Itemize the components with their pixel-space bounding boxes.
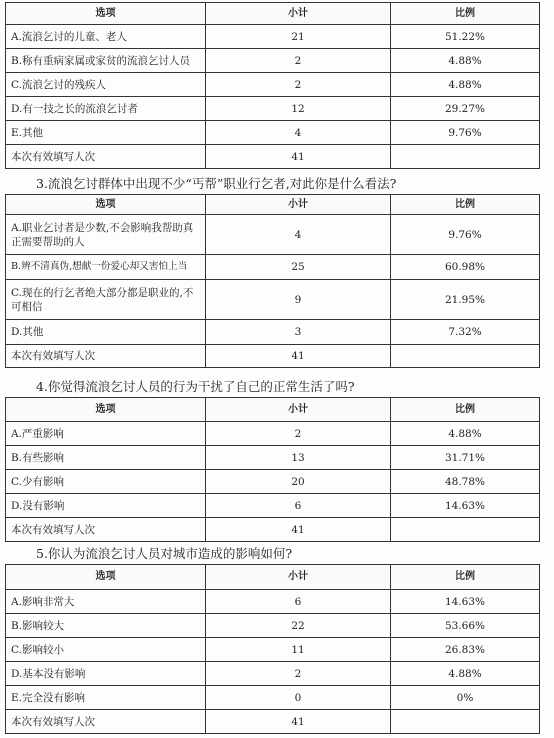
header-ratio: 比例: [391, 565, 540, 590]
header-ratio: 比例: [391, 195, 540, 215]
count-cell: 2: [206, 73, 391, 97]
table-row: [6, 73, 540, 97]
count-cell: 21: [206, 25, 391, 49]
ratio-cell: 7.32%: [391, 320, 540, 345]
table-row: [6, 494, 540, 518]
header-option: 选项: [6, 398, 206, 422]
table-total-row: [6, 345, 540, 368]
option-cell: A.严重影响: [6, 422, 206, 446]
option-cell: B.有些影响: [6, 446, 206, 470]
count-cell: 4: [206, 215, 391, 255]
table-row: [6, 422, 540, 446]
table-row: [6, 215, 540, 255]
q2-results-table: [5, 2, 540, 169]
q5-results-table: [5, 564, 540, 734]
ratio-cell: 4.88%: [391, 422, 540, 446]
table-total-row: [6, 145, 540, 169]
count-cell: 4: [206, 121, 391, 145]
option-cell: A.流浪乞讨的儿童、老人: [6, 25, 206, 49]
table-total-row: [6, 518, 540, 542]
header-count: 小计: [206, 398, 391, 422]
ratio-cell: 9.76%: [391, 215, 540, 255]
option-cell: E.完全没有影响: [6, 686, 206, 710]
option-cell: A.职业乞讨者是少数,不会影响我帮助真正需要帮助的人: [6, 215, 206, 255]
table-header-row: [6, 195, 540, 215]
count-cell: 11: [206, 638, 391, 662]
table-row: [6, 470, 540, 494]
table-row: [6, 121, 540, 145]
header-option: 选项: [6, 195, 206, 215]
option-cell: D.基本没有影响: [6, 662, 206, 686]
option-cell: B.称有重病家属或家贫的流浪乞讨人员: [6, 49, 206, 73]
option-cell: B.辨不清真伪,想献一份爱心却又害怕上当: [6, 255, 206, 280]
count-cell: 2: [206, 49, 391, 73]
table-row: [6, 320, 540, 345]
count-cell: 2: [206, 662, 391, 686]
total-label-cell: 本次有效填写人次: [6, 145, 206, 169]
header-option: 选项: [6, 565, 206, 590]
total-count-cell: 41: [206, 518, 391, 542]
table-row: [6, 25, 540, 49]
table-total-row: [6, 710, 540, 734]
count-cell: 12: [206, 97, 391, 121]
total-label-cell: 本次有效填写人次: [6, 345, 206, 368]
count-cell: 9: [206, 280, 391, 320]
table-row: [6, 638, 540, 662]
option-cell: D.有一技之长的流浪乞讨者: [6, 97, 206, 121]
option-cell: D.没有影响: [6, 494, 206, 518]
ratio-cell: 29.27%: [391, 97, 540, 121]
ratio-cell: 4.88%: [391, 49, 540, 73]
header-ratio: 比例: [391, 398, 540, 422]
ratio-cell: 21.95%: [391, 280, 540, 320]
total-label-cell: 本次有效填写人次: [6, 710, 206, 734]
count-cell: 3: [206, 320, 391, 345]
ratio-cell: 48.78%: [391, 470, 540, 494]
table-row: [6, 590, 540, 614]
q4-results-table: [5, 397, 540, 542]
count-cell: 0: [206, 686, 391, 710]
question-3-title: 3.流浪乞讨群体中出现不少“丐帮”职业行乞者,对此你是什么看法?: [36, 176, 397, 191]
question-4-title: 4.你觉得流浪乞讨人员的行为干扰了自己的正常生活了吗?: [36, 379, 355, 394]
total-label-cell: 本次有效填写人次: [6, 518, 206, 542]
count-cell: 6: [206, 494, 391, 518]
ratio-cell: 51.22%: [391, 25, 540, 49]
header-count: 小计: [206, 3, 391, 25]
table-row: [6, 614, 540, 638]
ratio-cell: 53.66%: [391, 614, 540, 638]
table-header-row: [6, 398, 540, 422]
table-row: [6, 662, 540, 686]
table-header-row: [6, 3, 540, 25]
ratio-cell: 14.63%: [391, 494, 540, 518]
table-row: [6, 280, 540, 320]
total-ratio-cell: [391, 518, 540, 542]
total-count-cell: 41: [206, 710, 391, 734]
table-row: [6, 446, 540, 470]
option-cell: E.其他: [6, 121, 206, 145]
table-header-row: [6, 565, 540, 590]
ratio-cell: 31.71%: [391, 446, 540, 470]
total-count-cell: 41: [206, 145, 391, 169]
option-cell: C.影响较小: [6, 638, 206, 662]
total-ratio-cell: [391, 345, 540, 368]
total-count-cell: 41: [206, 345, 391, 368]
total-ratio-cell: [391, 145, 540, 169]
table-row: [6, 97, 540, 121]
option-cell: C.流浪乞讨的残疾人: [6, 73, 206, 97]
header-ratio: 比例: [391, 3, 540, 25]
ratio-cell: 14.63%: [391, 590, 540, 614]
count-cell: 25: [206, 255, 391, 280]
header-count: 小计: [206, 565, 391, 590]
count-cell: 22: [206, 614, 391, 638]
count-cell: 2: [206, 422, 391, 446]
header-option: 选项: [6, 3, 206, 25]
total-ratio-cell: [391, 710, 540, 734]
question-5-title: 5.你认为流浪乞讨人员对城市造成的影响如何?: [36, 546, 293, 561]
count-cell: 6: [206, 590, 391, 614]
ratio-cell: 60.98%: [391, 255, 540, 280]
q3-results-table: [5, 194, 540, 368]
option-cell: C.少有影响: [6, 470, 206, 494]
option-cell: D.其他: [6, 320, 206, 345]
ratio-cell: 26.83%: [391, 638, 540, 662]
option-cell: A.影响非常大: [6, 590, 206, 614]
option-cell: C.现在的行乞者绝大部分都是职业的,不可相信: [6, 280, 206, 320]
count-cell: 20: [206, 470, 391, 494]
ratio-cell: 0%: [391, 686, 540, 710]
option-cell: B.影响较大: [6, 614, 206, 638]
table-row: [6, 255, 540, 280]
header-count: 小计: [206, 195, 391, 215]
ratio-cell: 4.88%: [391, 73, 540, 97]
ratio-cell: 9.76%: [391, 121, 540, 145]
ratio-cell: 4.88%: [391, 662, 540, 686]
count-cell: 13: [206, 446, 391, 470]
table-row: [6, 49, 540, 73]
table-row: [6, 686, 540, 710]
